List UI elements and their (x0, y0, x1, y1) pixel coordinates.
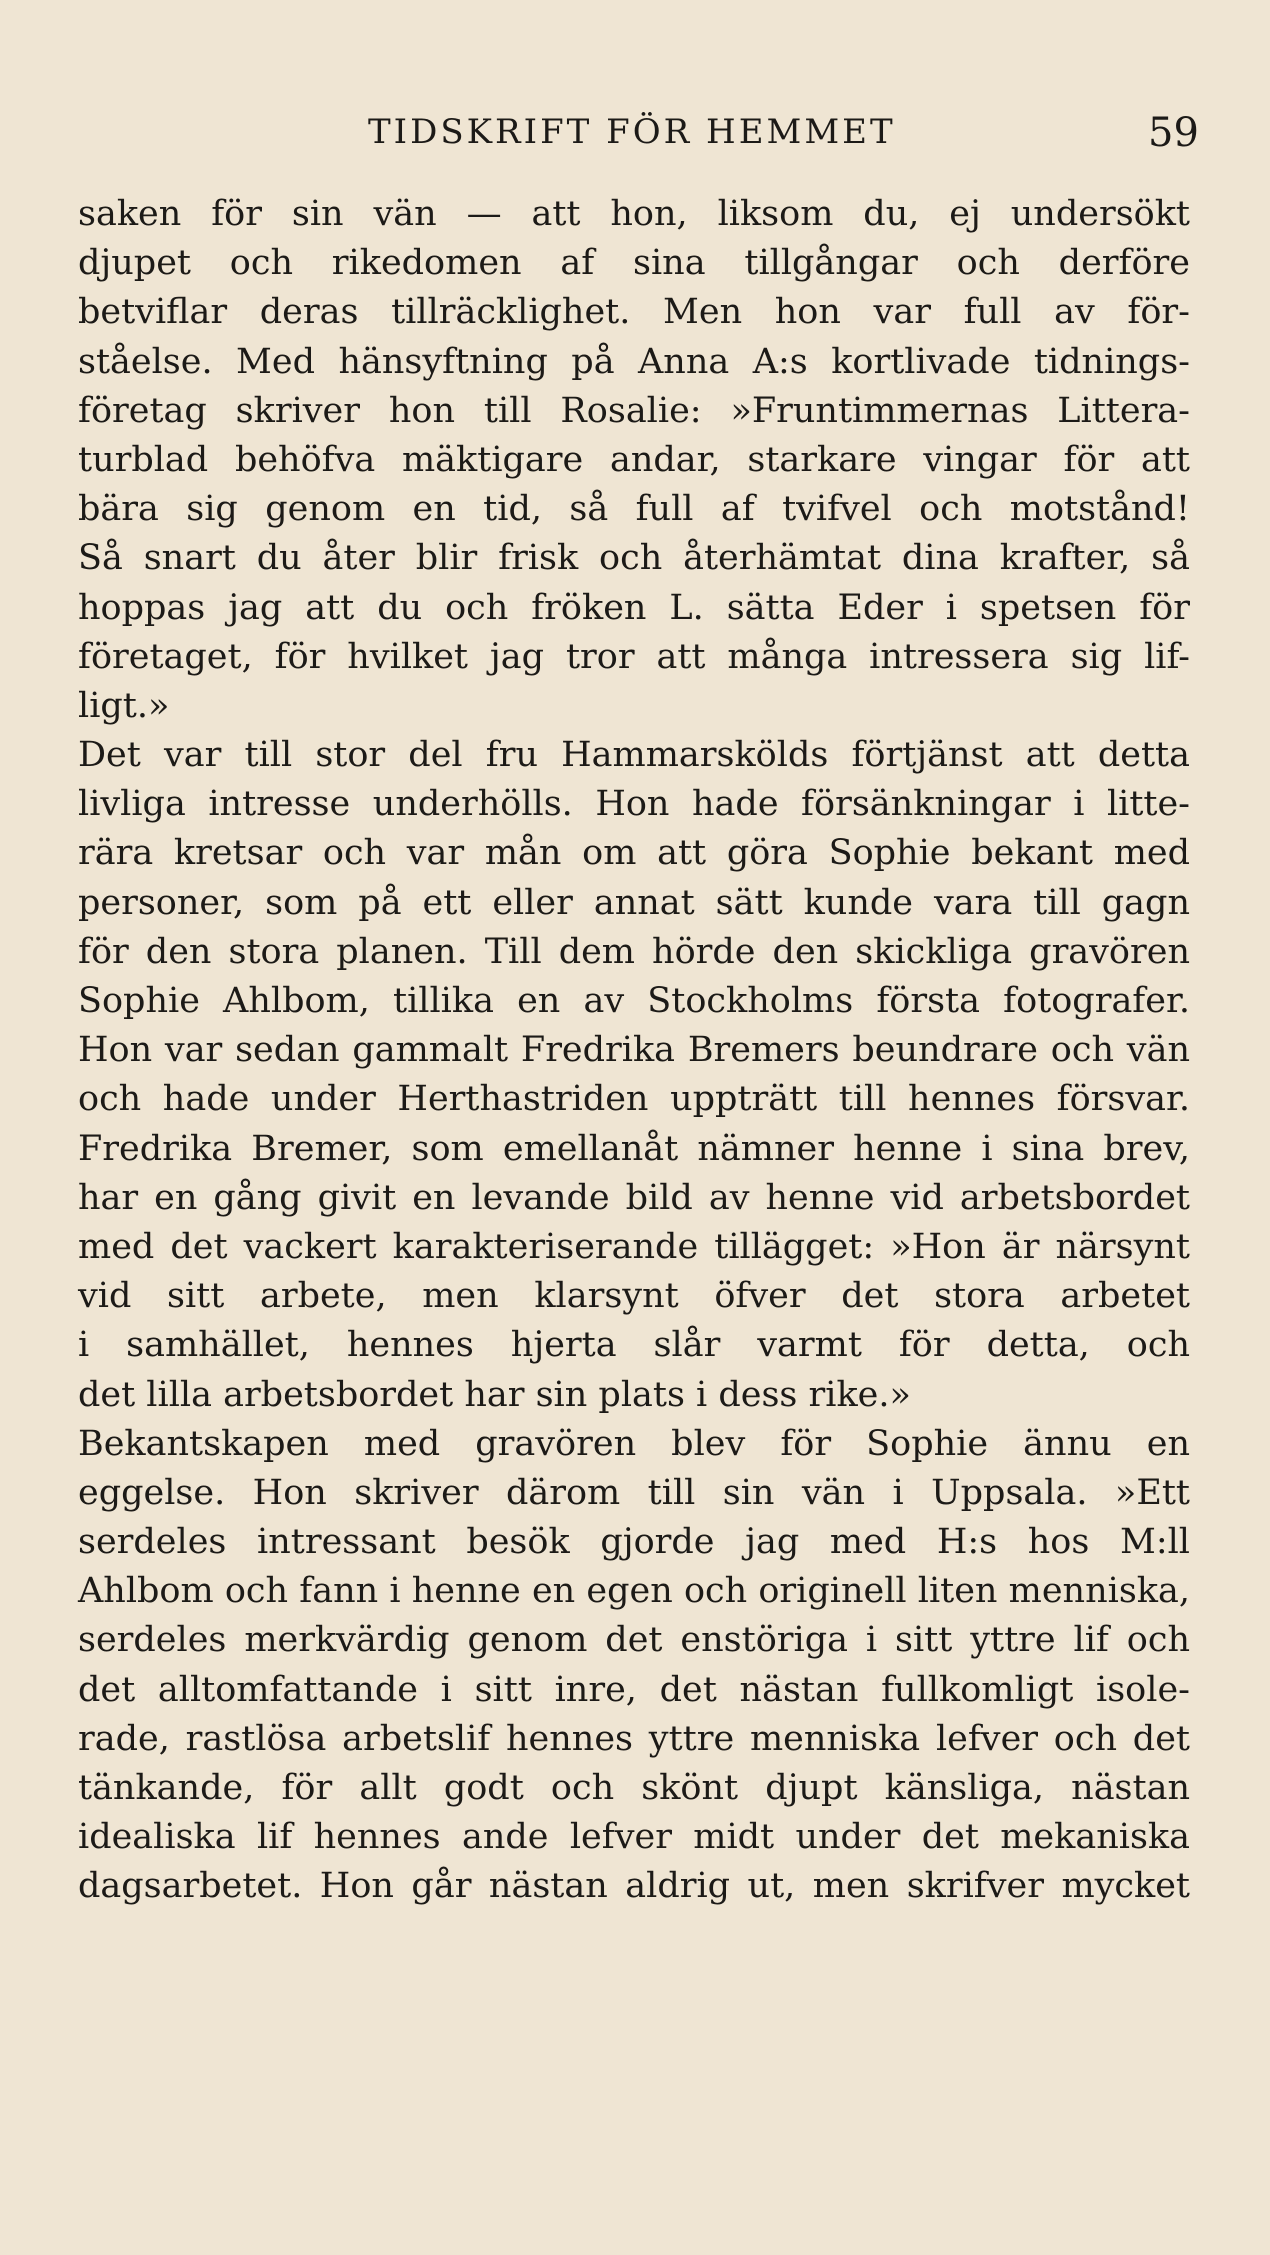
body-text (78, 190, 1190, 1912)
running-title: TIDSKRIFT FÖR HEMMET (368, 112, 896, 152)
text-line: saken för sin vän — att hon, liksom du, ej undersökt (78, 194, 1190, 234)
text-line: det alltomfattande i sitt inre, det nästan fullkomligt isole- (78, 1669, 1190, 1710)
text-line: personer, som på ett eller annat sätt kunde vara till gagn (78, 882, 1190, 923)
text-line: och hade under Herthastriden uppträtt till hennes försvar. (78, 1079, 1190, 1120)
text-line: ligt.» (78, 685, 170, 726)
text-line: Hon var sedan gammalt Fredrika Bremers beundrare och vän (78, 1030, 1190, 1071)
text-line: tänkande, för allt godt och skönt djupt känsliga, nästan (78, 1768, 1190, 1808)
text-line: livliga intresse underhölls. Hon hade försänkningar i litte- (78, 784, 1190, 825)
text-line: Fredrika Bremer, som emellanåt nämner henne i sina brev, (78, 1128, 1190, 1169)
text-line: bära sig genom en tid, så full af tvifvel och motstånd! (78, 489, 1190, 530)
text-line: djupet och rikedomen af sina tillgångar och derföre (78, 243, 1190, 284)
text-line: Det var till stor del fru Hammarskölds förtjänst att detta (78, 735, 1190, 776)
text-line: eggelse. Hon skriver därom till sin vän i Uppsala. »Ett (78, 1472, 1190, 1513)
text-line: vid sitt arbete, men klarsynt öfver det stora arbetet (78, 1276, 1190, 1317)
text-line: dagsarbetet. Hon går nästan aldrig ut, men skrifver mycket (78, 1866, 1190, 1907)
text-line: serdeles merkvärdig genom det enstöriga i sitt yttre lif och (78, 1620, 1190, 1661)
text-line: ståelse. Med hänsyftning på Anna A:s kortlivade tidnings- (78, 341, 1190, 382)
text-line: det lilla arbetsbordet har sin plats i dess rike.» (78, 1374, 911, 1415)
text-line: serdeles intressant besök gjorde jag med H:s hos M:ll (78, 1522, 1190, 1563)
text-line: företag skriver hon till Rosalie: »Fruntimmernas Littera- (78, 390, 1190, 431)
text-line: Bekantskapen med gravören blev för Sophie ännu en (78, 1423, 1190, 1464)
text-line: Sophie Ahlbom, tillika en av Stockholms första fotografer. (78, 981, 1190, 1021)
text-line: rade, rastlösa arbetslif hennes yttre menniska lefver och det (78, 1718, 1190, 1759)
text-line: betviflar deras tillräcklighet. Men hon var full av för- (78, 292, 1190, 333)
text-line: Ahlbom och fann i henne en egen och originell liten menniska, (78, 1571, 1190, 1612)
text-line: för den stora planen. Till dem hörde den skickliga gravören (78, 931, 1190, 972)
text-line: har en gång givit en levande bild av henne vid arbetsbordet (78, 1177, 1190, 1218)
text-line: med det vackert karakteriserande tillägget: »Hon är närsynt (78, 1226, 1190, 1267)
text-line: turblad behöfva mäktigare andar, starkare vingar för att (78, 439, 1190, 480)
text-line: Så snart du åter blir frisk och återhämtat dina krafter, så (78, 538, 1190, 579)
text-line: rära kretsar och var mån om att göra Sophie bekant med (78, 833, 1190, 874)
text-line: idealiska lif hennes ande lefver midt under det mekaniska (78, 1817, 1190, 1858)
text-line: företaget, för hvilket jag tror att många intressera sig lif- (78, 636, 1190, 677)
text-line: hoppas jag att du och fröken L. sätta Eder i spetsen för (78, 587, 1190, 628)
text-line: i samhället, hennes hjerta slår varmt för detta, och (78, 1325, 1190, 1366)
page-number: 59 (1148, 110, 1199, 156)
